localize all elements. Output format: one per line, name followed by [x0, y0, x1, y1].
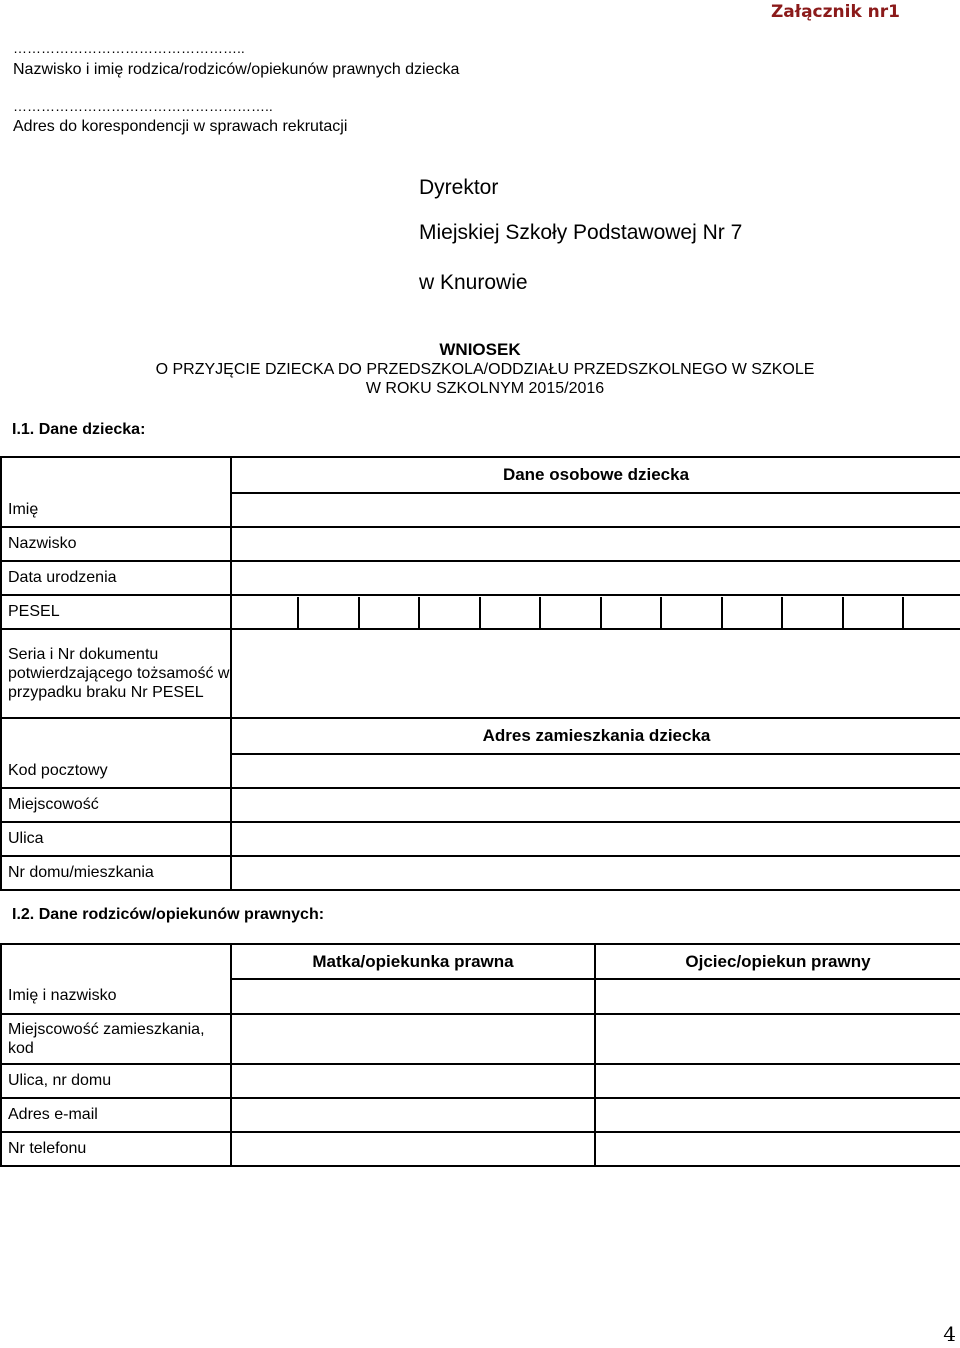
section-2-heading [12, 906, 324, 924]
pesel-digit-box[interactable] [781, 597, 842, 628]
recipient-line-2: Miejskiej Szkoły Podstawowej Nr 7 [419, 221, 743, 244]
pesel-digit-box[interactable] [297, 597, 358, 628]
label-first-name: Imię [1, 493, 231, 527]
label-pesel: PESEL [1, 595, 231, 629]
input-father-city[interactable] [595, 1014, 960, 1064]
section-2-number: I.2. [12, 906, 35, 923]
pesel-digit-box[interactable] [600, 597, 661, 628]
section-2-title: Dane rodziców/opiekunów prawnych: [38, 906, 325, 923]
label-id-document: Seria i Nr dokumentu potwierdzającego tożsamość w przypadku braku Nr PESEL [1, 629, 231, 718]
pesel-digit-box[interactable] [539, 597, 600, 628]
document-subtitle-2: W ROKU SZKOLNYM 2015/2016 [365, 380, 605, 397]
input-last-name[interactable] [231, 527, 960, 561]
label-parent-name: Imię i nazwisko [1, 979, 231, 1014]
input-street[interactable] [231, 822, 960, 856]
input-father-phone[interactable] [595, 1132, 960, 1166]
recipient-line-3: w Knurowie [419, 271, 528, 294]
section-1-heading [12, 421, 145, 439]
input-mother-city[interactable] [231, 1014, 595, 1064]
label-parent-email: Adres e-mail [1, 1098, 231, 1132]
pesel-digit-box[interactable] [721, 597, 782, 628]
recipient-line-1: Dyrektor [419, 176, 499, 199]
input-mother-phone[interactable] [231, 1132, 595, 1166]
label-parent-street: Ulica, nr domu [1, 1064, 231, 1098]
dotted-line-parents: ………………………………………….. [13, 40, 245, 56]
input-postal-code[interactable] [231, 754, 960, 788]
document-title: WNIOSEK [439, 340, 521, 359]
address-header: Adres zamieszkania dziecka [231, 718, 960, 754]
table-corner [1, 457, 231, 493]
parents-name-caption: Nazwisko i imię rodzica/rodziców/opiekunów prawnych dziecka [13, 61, 460, 78]
label-postal-code: Kod pocztowy [1, 754, 231, 788]
child-data-table [0, 456, 960, 891]
pesel-digit-box[interactable] [358, 597, 419, 628]
father-column-header: Ojciec/opiekun prawny [595, 944, 960, 979]
label-house-number: Nr domu/mieszkania [1, 856, 231, 890]
address-corner [1, 718, 231, 754]
input-first-name[interactable] [231, 493, 960, 527]
document-subtitle-1: O PRZYJĘCIE DZIECKA DO PRZEDSZKOLA/ODDZIAŁU PRZEDSZKOLNEGO W SZKOLE [155, 361, 815, 378]
label-last-name: Nazwisko [1, 527, 231, 561]
section-1-number: I.1. [12, 421, 35, 438]
pesel-digit-box[interactable] [479, 597, 540, 628]
input-father-street[interactable] [595, 1064, 960, 1098]
input-mother-name[interactable] [231, 979, 595, 1014]
input-house-number[interactable] [231, 856, 960, 890]
personal-data-header: Dane osobowe dziecka [231, 457, 960, 493]
label-parent-phone: Nr telefonu [1, 1132, 231, 1166]
label-birth-date: Data urodzenia [1, 561, 231, 595]
label-city: Miejscowość [1, 788, 231, 822]
pesel-digit-box[interactable] [660, 597, 721, 628]
label-street: Ulica [1, 822, 231, 856]
parents-data-table [0, 943, 960, 1167]
pesel-digit-box[interactable] [842, 597, 903, 628]
label-parent-city: Miejscowość zamieszkania, kod [1, 1014, 231, 1064]
input-id-document[interactable] [231, 629, 960, 718]
pesel-digit-box[interactable] [232, 597, 297, 628]
input-father-name[interactable] [595, 979, 960, 1014]
address-caption: Adres do korespondencji w sprawach rekrutacji [13, 118, 348, 135]
input-mother-street[interactable] [231, 1064, 595, 1098]
input-birth-date[interactable] [231, 561, 960, 595]
dotted-line-address: ……………………………………………….. [13, 98, 273, 114]
pesel-digit-box[interactable] [418, 597, 479, 628]
parents-table-corner [1, 944, 231, 979]
attachment-label: Załącznik nr1 [770, 2, 900, 22]
page-number: 4 [943, 1322, 956, 1346]
section-1-title: Dane dziecka: [38, 421, 146, 438]
mother-column-header: Matka/opiekunka prawna [231, 944, 595, 979]
input-father-email[interactable] [595, 1098, 960, 1132]
input-mother-email[interactable] [231, 1098, 595, 1132]
pesel-digit-box[interactable] [902, 597, 960, 628]
pesel-field [231, 595, 960, 629]
input-city[interactable] [231, 788, 960, 822]
